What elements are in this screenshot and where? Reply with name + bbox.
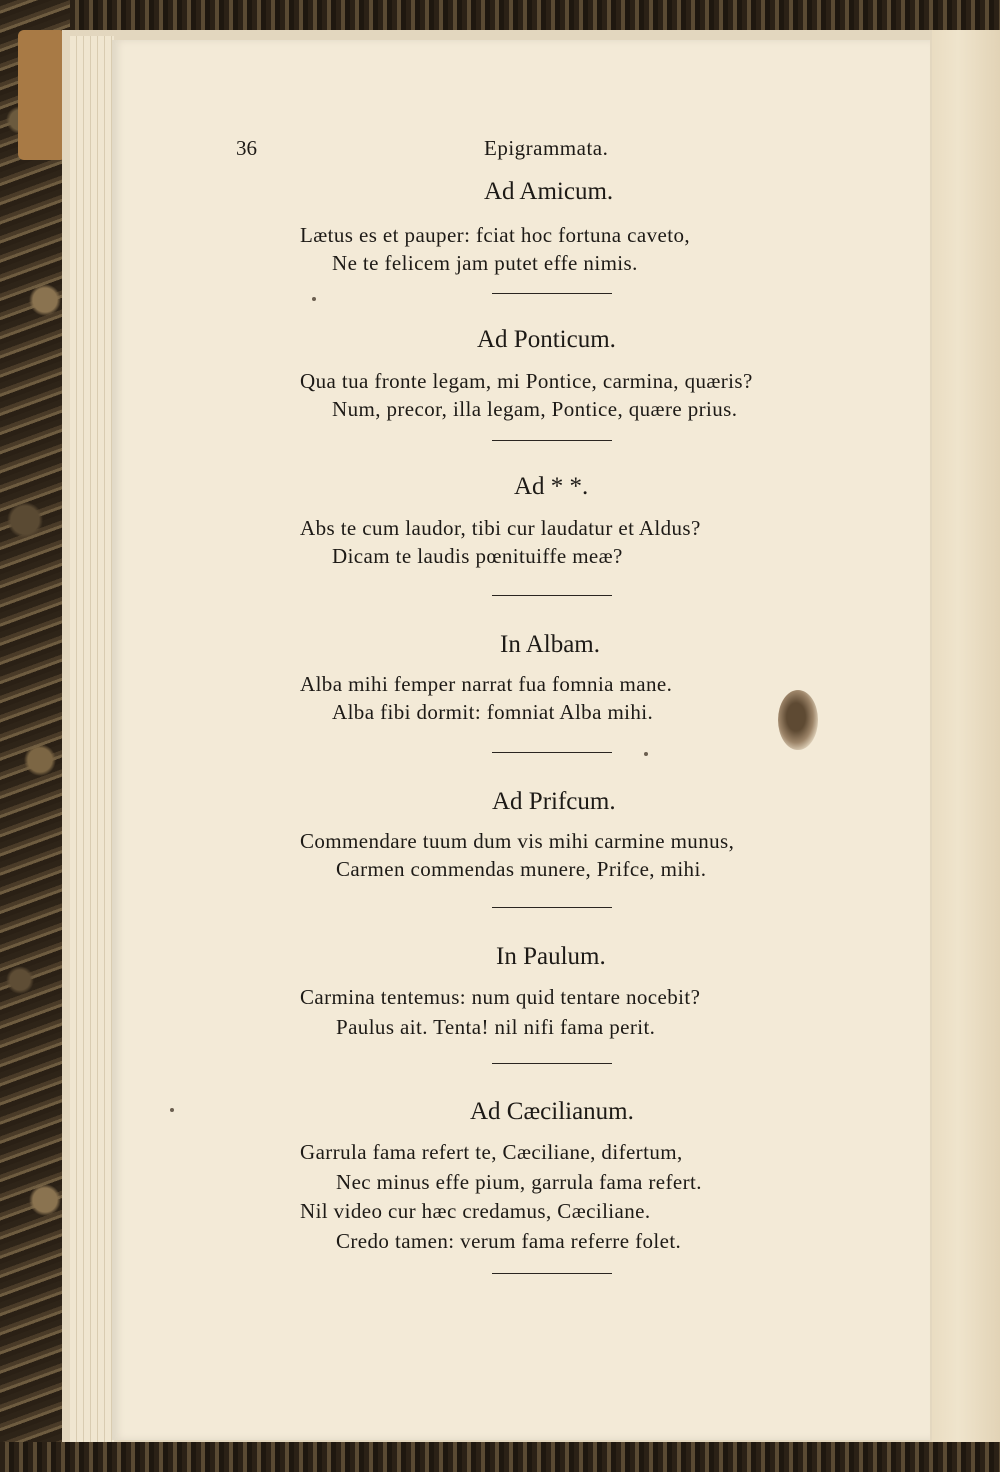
marbled-cover-edge <box>0 0 70 1472</box>
poem-line: Lætus es et pauper: fciat hoc fortuna caveto, <box>300 223 691 247</box>
section-rule <box>492 1063 612 1064</box>
poem-title: In Paulum. <box>496 943 606 970</box>
section-rule <box>492 293 612 294</box>
page-number: 36 <box>236 136 257 160</box>
poem-title: Ad Amicum. <box>484 178 614 205</box>
speck <box>312 297 316 301</box>
poem-line: Credo tamen: verum fama referre folet. <box>336 1229 682 1253</box>
section-rule <box>492 440 612 441</box>
poem-title: In Albam. <box>500 631 600 658</box>
poem-line: Num, precor, illa legam, Pontice, quære prius. <box>332 397 738 421</box>
speck <box>170 1108 174 1112</box>
poem-line: Commendare tuum dum vis mihi carmine munus, <box>300 829 735 853</box>
poem-line: Carmen commendas munere, Prifce, mihi. <box>336 857 707 881</box>
poem-line: Garrula fama refert te, Cæciliane, difertum, <box>300 1140 683 1164</box>
poem-line: Nec minus effe pium, garrula fama refert. <box>336 1170 702 1194</box>
poem-title: Ad Ponticum. <box>477 326 616 353</box>
section-rule <box>492 1273 612 1274</box>
page-edges <box>70 36 114 1442</box>
poem-line: Nil video cur hæc credamus, Cæciliane. <box>300 1199 651 1223</box>
section-rule <box>492 595 612 596</box>
running-title: Epigrammata. <box>484 136 609 160</box>
poem-line: Dicam te laudis pœnituiffe meæ? <box>332 544 623 568</box>
section-rule <box>492 907 612 908</box>
running-head <box>0 136 1000 166</box>
facing-page-edge <box>930 30 1000 1442</box>
book-bottom-edge <box>0 1442 1000 1472</box>
poem-line: Alba mihi femper narrat fua fomnia mane. <box>300 672 673 696</box>
speck <box>644 752 648 756</box>
poem-line: Qua tua fronte legam, mi Pontice, carmina, quæris? <box>300 369 753 393</box>
poem-line: Carmina tentemus: num quid tentare nocebit? <box>300 985 701 1009</box>
poem-title: Ad Cæcilianum. <box>470 1098 634 1125</box>
paper-stain <box>778 690 818 750</box>
poem-line: Paulus ait. Tenta! nil nifi fama perit. <box>336 1015 656 1039</box>
poem-line: Abs te cum laudor, tibi cur laudatur et Aldus? <box>300 516 701 540</box>
poem-title: Ad Prifcum. <box>492 788 616 815</box>
poem-line: Alba fibi dormit: fomniat Alba mihi. <box>332 700 654 724</box>
book-top-edge <box>0 0 1000 34</box>
poem-title: Ad * *. <box>514 473 589 500</box>
poem-line: Ne te felicem jam putet effe nimis. <box>332 251 638 275</box>
section-rule <box>492 752 612 753</box>
